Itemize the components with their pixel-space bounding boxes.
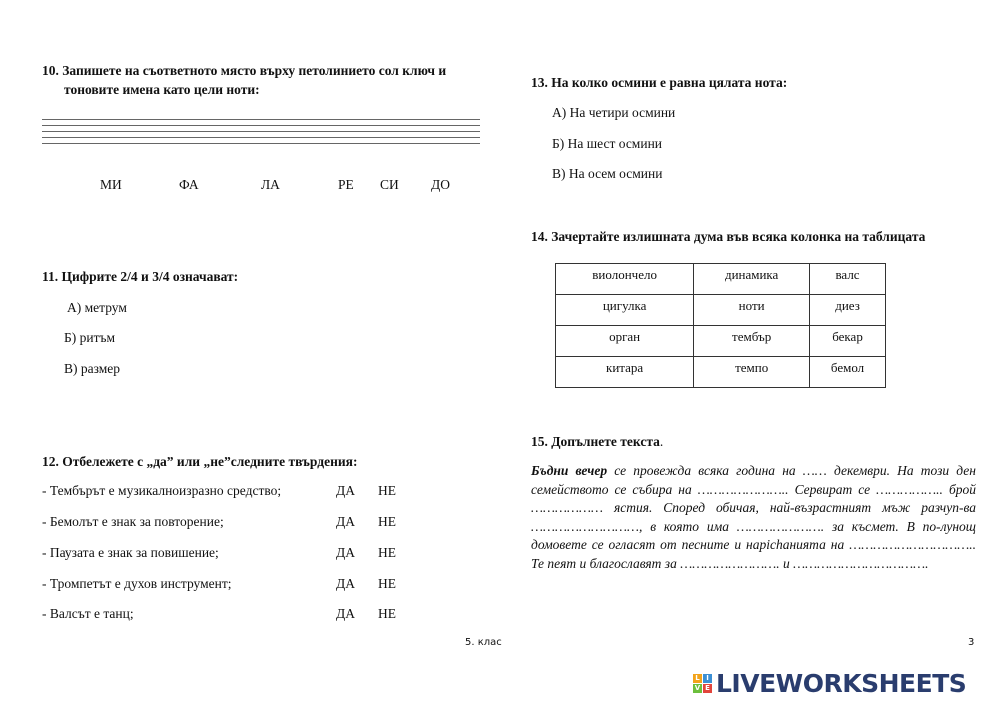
q11-option-c[interactable]: В) размер: [64, 361, 121, 376]
q15-title-period: .: [659, 434, 664, 449]
q15-lead: Бъдни вечер: [531, 463, 608, 478]
note-label: СИ: [380, 177, 399, 192]
liveworksheets-logo[interactable]: [693, 668, 966, 698]
q12-row: [42, 545, 442, 563]
table-cell[interactable]: виолончело: [556, 264, 694, 295]
staff-line: [42, 119, 480, 120]
q15-body: се провежда всяка година на …… декември. На този ден семейството се събира на ………………….. Сервират се …………….. брой ……………… ястия. Според обичая, най-възрастният мъж разчуп-ва ………………………, в която има …………………. за късмет. В по-лунощ домовете се огласят от песните и нарichанията на ………………………….. Те пеят и благославят за ……………………. и …………………………….: [531, 463, 976, 571]
q11-title: 11. Цифрите 2/4 и 3/4 означават:: [42, 269, 239, 284]
table-cell[interactable]: ноти: [694, 295, 810, 326]
logo-tile: L: [693, 674, 702, 683]
no-option[interactable]: НЕ: [378, 545, 396, 560]
table-cell[interactable]: диез: [810, 295, 886, 326]
q13-option-c[interactable]: В) На осем осмини: [552, 166, 663, 181]
yes-option[interactable]: ДА: [336, 483, 355, 498]
q13-option-b[interactable]: Б) На шест осмини: [552, 136, 663, 151]
logo-tile: V: [694, 683, 701, 692]
table-cell[interactable]: бемол: [810, 357, 886, 388]
yes-option[interactable]: ДА: [336, 606, 355, 621]
yes-option[interactable]: ДА: [336, 514, 355, 529]
music-staff[interactable]: [42, 119, 480, 149]
q10-title-line2: тоновите имена като цели ноти:: [64, 82, 260, 97]
q12-statement: - Тромпетът е духов инструмент;: [42, 576, 232, 591]
yes-option[interactable]: ДА: [336, 576, 355, 591]
footer-page-number: 3: [968, 637, 975, 648]
q12-row: [42, 514, 442, 532]
table-cell[interactable]: динамика: [694, 264, 810, 295]
no-option[interactable]: НЕ: [378, 576, 396, 591]
table-row: [556, 264, 886, 295]
q12-statement: - Валсът е танц;: [42, 606, 134, 621]
note-label: ДО: [431, 177, 450, 192]
word-table: [555, 263, 886, 388]
note-label: РЕ: [338, 177, 354, 192]
q15-fill-text[interactable]: [531, 462, 976, 574]
q13-title: 13. На колко осмини е равна цялата нота:: [531, 75, 788, 90]
no-option[interactable]: НЕ: [378, 483, 396, 498]
table-cell[interactable]: китара: [556, 357, 694, 388]
q13-option-a[interactable]: А) На четири осмини: [552, 105, 676, 120]
q10-title-line1: 10. Запишете на съответното място върху петолинието сол ключ и: [42, 63, 447, 78]
q12-row: [42, 483, 442, 501]
staff-line: [42, 125, 480, 126]
table-cell[interactable]: темпо: [694, 357, 810, 388]
table-cell[interactable]: цигулка: [556, 295, 694, 326]
q12-statement: - Паузата е знак за повишение;: [42, 545, 219, 560]
table-row: [556, 357, 886, 388]
q12-row: [42, 576, 442, 594]
liveworksheets-logo-icon: [693, 674, 712, 693]
q12-title: 12. Отбележете с „да” или „не”следните твърдения:: [42, 454, 358, 469]
q15-title-wrap: [531, 434, 663, 450]
no-option[interactable]: НЕ: [378, 606, 396, 621]
logo-tile: E: [703, 684, 712, 693]
q12-statement: - Тембърът е музикалноизразно средство;: [42, 483, 282, 498]
staff-line: [42, 137, 480, 138]
q11-option-a[interactable]: А) метрум: [67, 300, 127, 315]
table-cell[interactable]: бекар: [810, 326, 886, 357]
table-cell[interactable]: валс: [810, 264, 886, 295]
note-label: ФА: [179, 177, 199, 192]
no-option[interactable]: НЕ: [378, 514, 396, 529]
table-cell[interactable]: орган: [556, 326, 694, 357]
q11-option-b[interactable]: Б) ритъм: [64, 330, 116, 345]
table-row: [556, 326, 886, 357]
staff-line: [42, 143, 480, 144]
yes-option[interactable]: ДА: [336, 545, 355, 560]
table-row: [556, 295, 886, 326]
q12-statement: - Бемолът е знак за повторение;: [42, 514, 224, 529]
q14-title: 14. Зачертайте излишната дума във всяка колонка на таблицата: [531, 229, 926, 244]
footer-grade: 5. клас: [465, 637, 502, 648]
q15-title: 15. Допълнете текста: [531, 434, 660, 449]
note-label: ЛА: [261, 177, 280, 192]
staff-line: [42, 131, 480, 132]
note-label: МИ: [100, 177, 122, 192]
table-cell[interactable]: тембър: [694, 326, 810, 357]
brand-name: LIVEWORKSHEETS: [716, 668, 967, 698]
q12-row: [42, 606, 442, 624]
logo-tile: I: [703, 674, 712, 683]
